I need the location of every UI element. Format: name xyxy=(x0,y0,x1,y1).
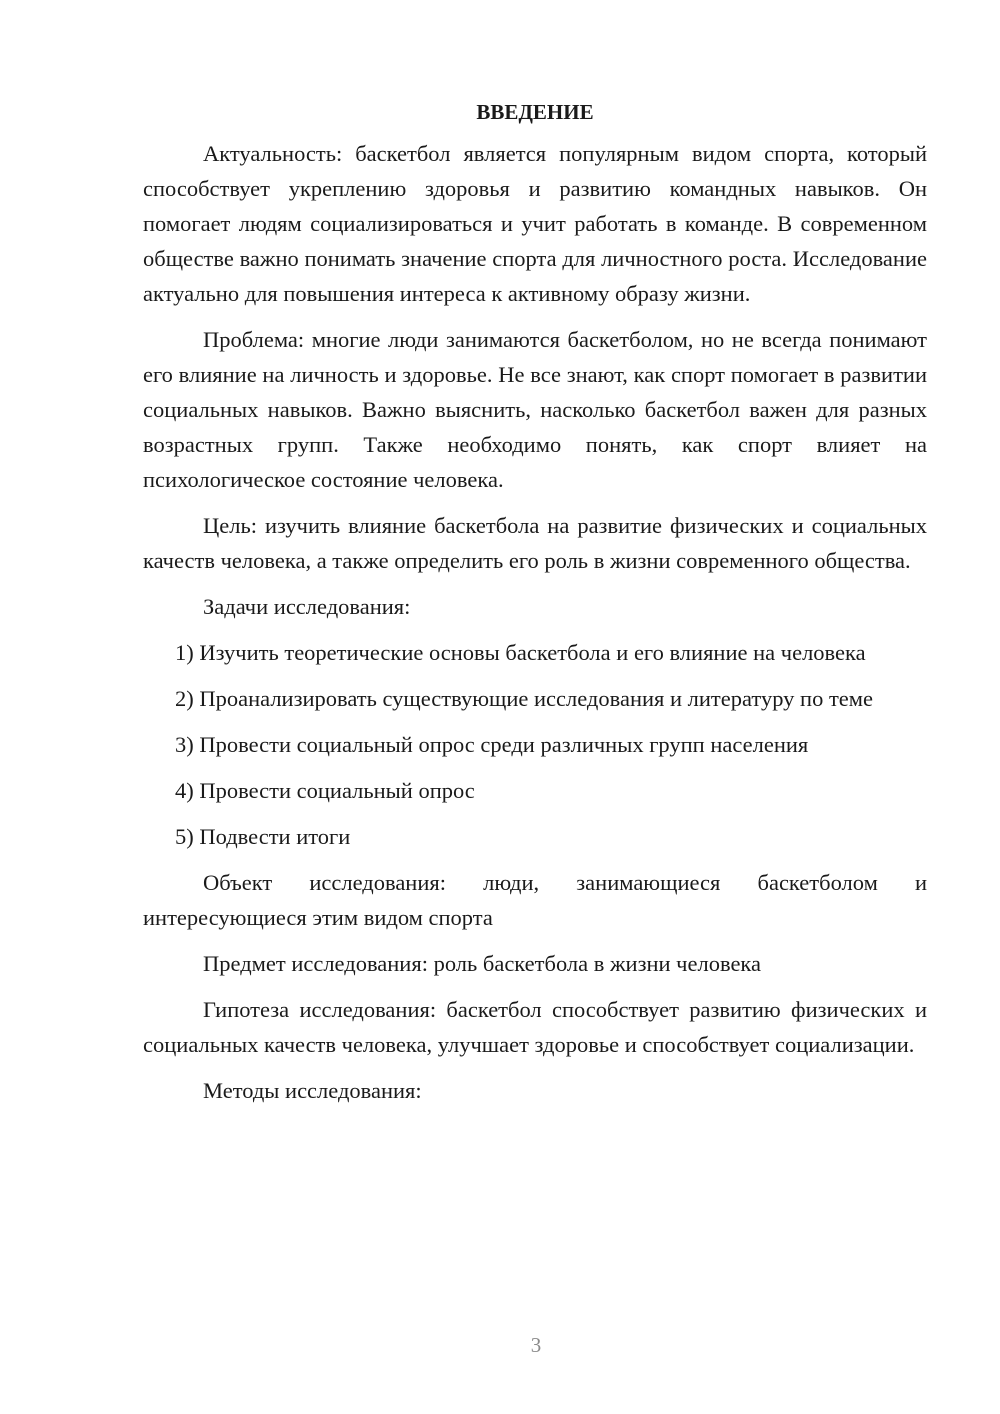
relevance-paragraph: Актуальность: баскетбол является популярным видом спорта, который способствует укреплению здоровья и развитию командных навыков. Он помогает людям социализироваться и учит работать в команде. В современном обществе важно понимать значение спорта для личностного роста. Исследование актуально для повышения интереса к активному образу жизни. xyxy=(143,141,927,306)
tasks-heading: Задачи исследования: xyxy=(203,594,411,619)
hypothesis-paragraph: Гипотеза исследования: баскетбол способствует развитию физических и социальных качеств человека, улучшает здоровье и способствует социализации. xyxy=(143,997,927,1057)
task-item-2: 2) Проанализировать существующие исследования и литературу по теме xyxy=(175,686,873,711)
page-content xyxy=(143,96,927,1119)
section-title: ВВЕДЕНИЕ xyxy=(476,100,594,124)
task-item-4: 4) Провести социальный опрос xyxy=(175,778,475,803)
problem-paragraph: Проблема: многие люди занимаются баскетболом, но не всегда понимают его влияние на личность и здоровье. Не все знают, как спорт помогает в развитии социальных навыков. Важно выяснить, насколько баскетбол важен для разных возрастных групп. Также необходимо понять, как спорт влияет на психологическое состояние человека. xyxy=(143,327,927,492)
methods-heading: Методы исследования: xyxy=(203,1078,422,1103)
object-paragraph: Объект исследования: люди, занимающиеся баскетболом и интересующиеся этим видом спорта xyxy=(143,870,927,930)
page-number: 3 xyxy=(530,1333,542,1357)
task-item-5: 5) Подвести итоги xyxy=(175,824,351,849)
goal-paragraph: Цель: изучить влияние баскетбола на развитие физических и социальных качеств человека, а также определить его роль в жизни современного общества. xyxy=(143,513,927,573)
task-item-3: 3) Провести социальный опрос среди различных групп населения xyxy=(175,732,809,757)
task-item-1: 1) Изучить теоретические основы баскетбола и его влияние на человека xyxy=(175,640,866,665)
subject-paragraph: Предмет исследования: роль баскетбола в жизни человека xyxy=(203,951,762,976)
